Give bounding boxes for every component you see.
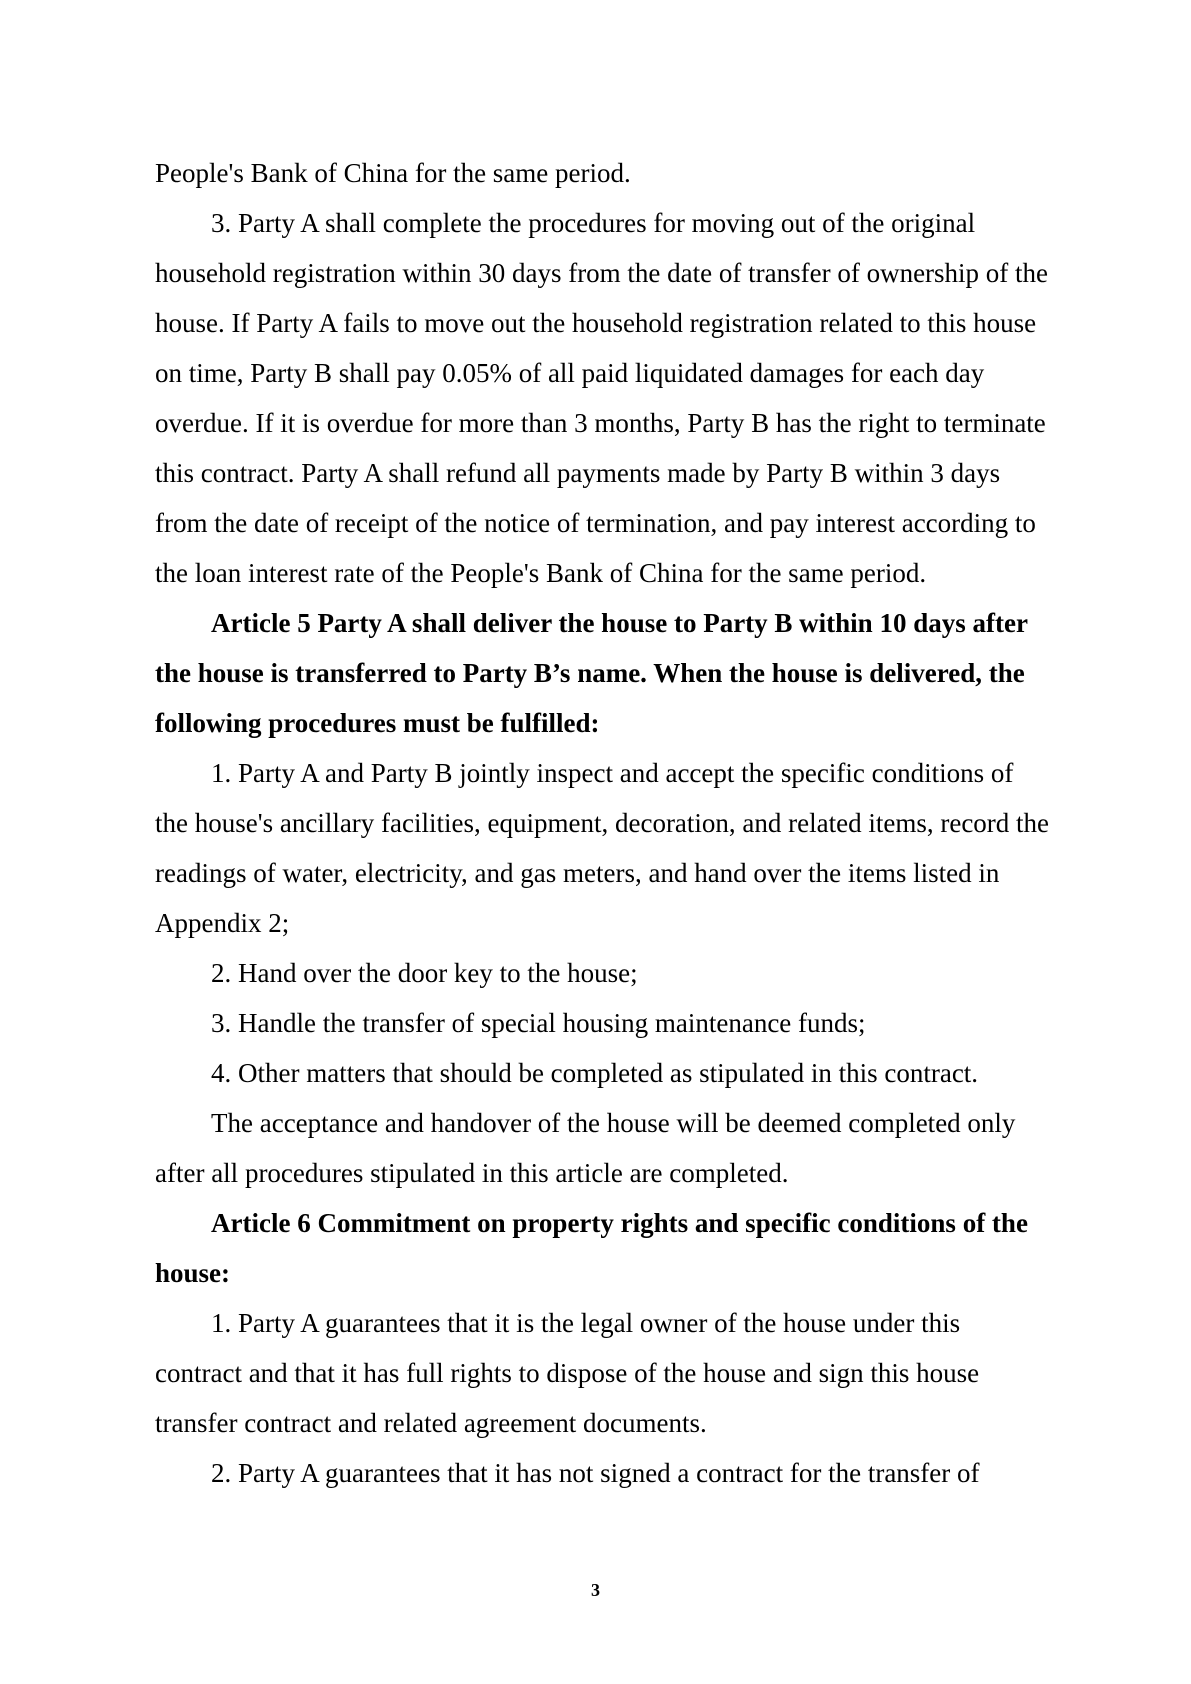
page-number: 3 xyxy=(591,1580,600,1600)
paragraph: 2. Hand over the door key to the house; xyxy=(211,958,638,988)
paragraph: The acceptance and handover of the house will be deemed completed only after all procedures stipulated in this article are completed. xyxy=(155,1108,1016,1188)
paragraph: 4. Other matters that should be completed as stipulated in this contract. xyxy=(211,1058,979,1088)
paragraph: 1. Party A and Party B jointly inspect and accept the specific conditions of the house's ancillary facilities, equipment, decoration, and related items, record the readings of water, electricity, and gas meters, and hand over the items listed in Appendix 2; xyxy=(155,758,1050,938)
paragraph: 1. Party A guarantees that it is the legal owner of the house under this contract and that it has full rights to dispose of the house and sign this house transfer contract and related agreement documents. xyxy=(155,1308,980,1438)
document-body xyxy=(155,148,1050,1498)
paragraph: 3. Party A shall complete the procedures for moving out of the original household registration within 30 days from the date of transfer of ownership of the house. If Party A fails to move out the household registration related to this house on time, Party B shall pay 0.05% of all paid liquidated damages for each day overdue. If it is overdue for more than 3 months, Party B has the right to terminate this contract. Party A shall refund all payments made by Party B within 3 days from the date of receipt of the notice of termination, and pay interest according to the loan interest rate of the People's Bank of China for the same period. xyxy=(155,208,1049,588)
paragraph: People's Bank of China for the same period. xyxy=(155,158,631,188)
paragraph: 3. Handle the transfer of special housing maintenance funds; xyxy=(211,1008,866,1038)
paragraph: 2. Party A guarantees that it has not signed a contract for the transfer of xyxy=(211,1458,980,1488)
article-heading: Article 5 Party A shall deliver the house to Party B within 10 days after the house is transferred to Party B’s name. When the house is delivered, the following procedures must be fulfilled: xyxy=(155,608,1028,738)
article-heading: Article 6 Commitment on property rights and specific conditions of the house: xyxy=(155,1208,1028,1288)
